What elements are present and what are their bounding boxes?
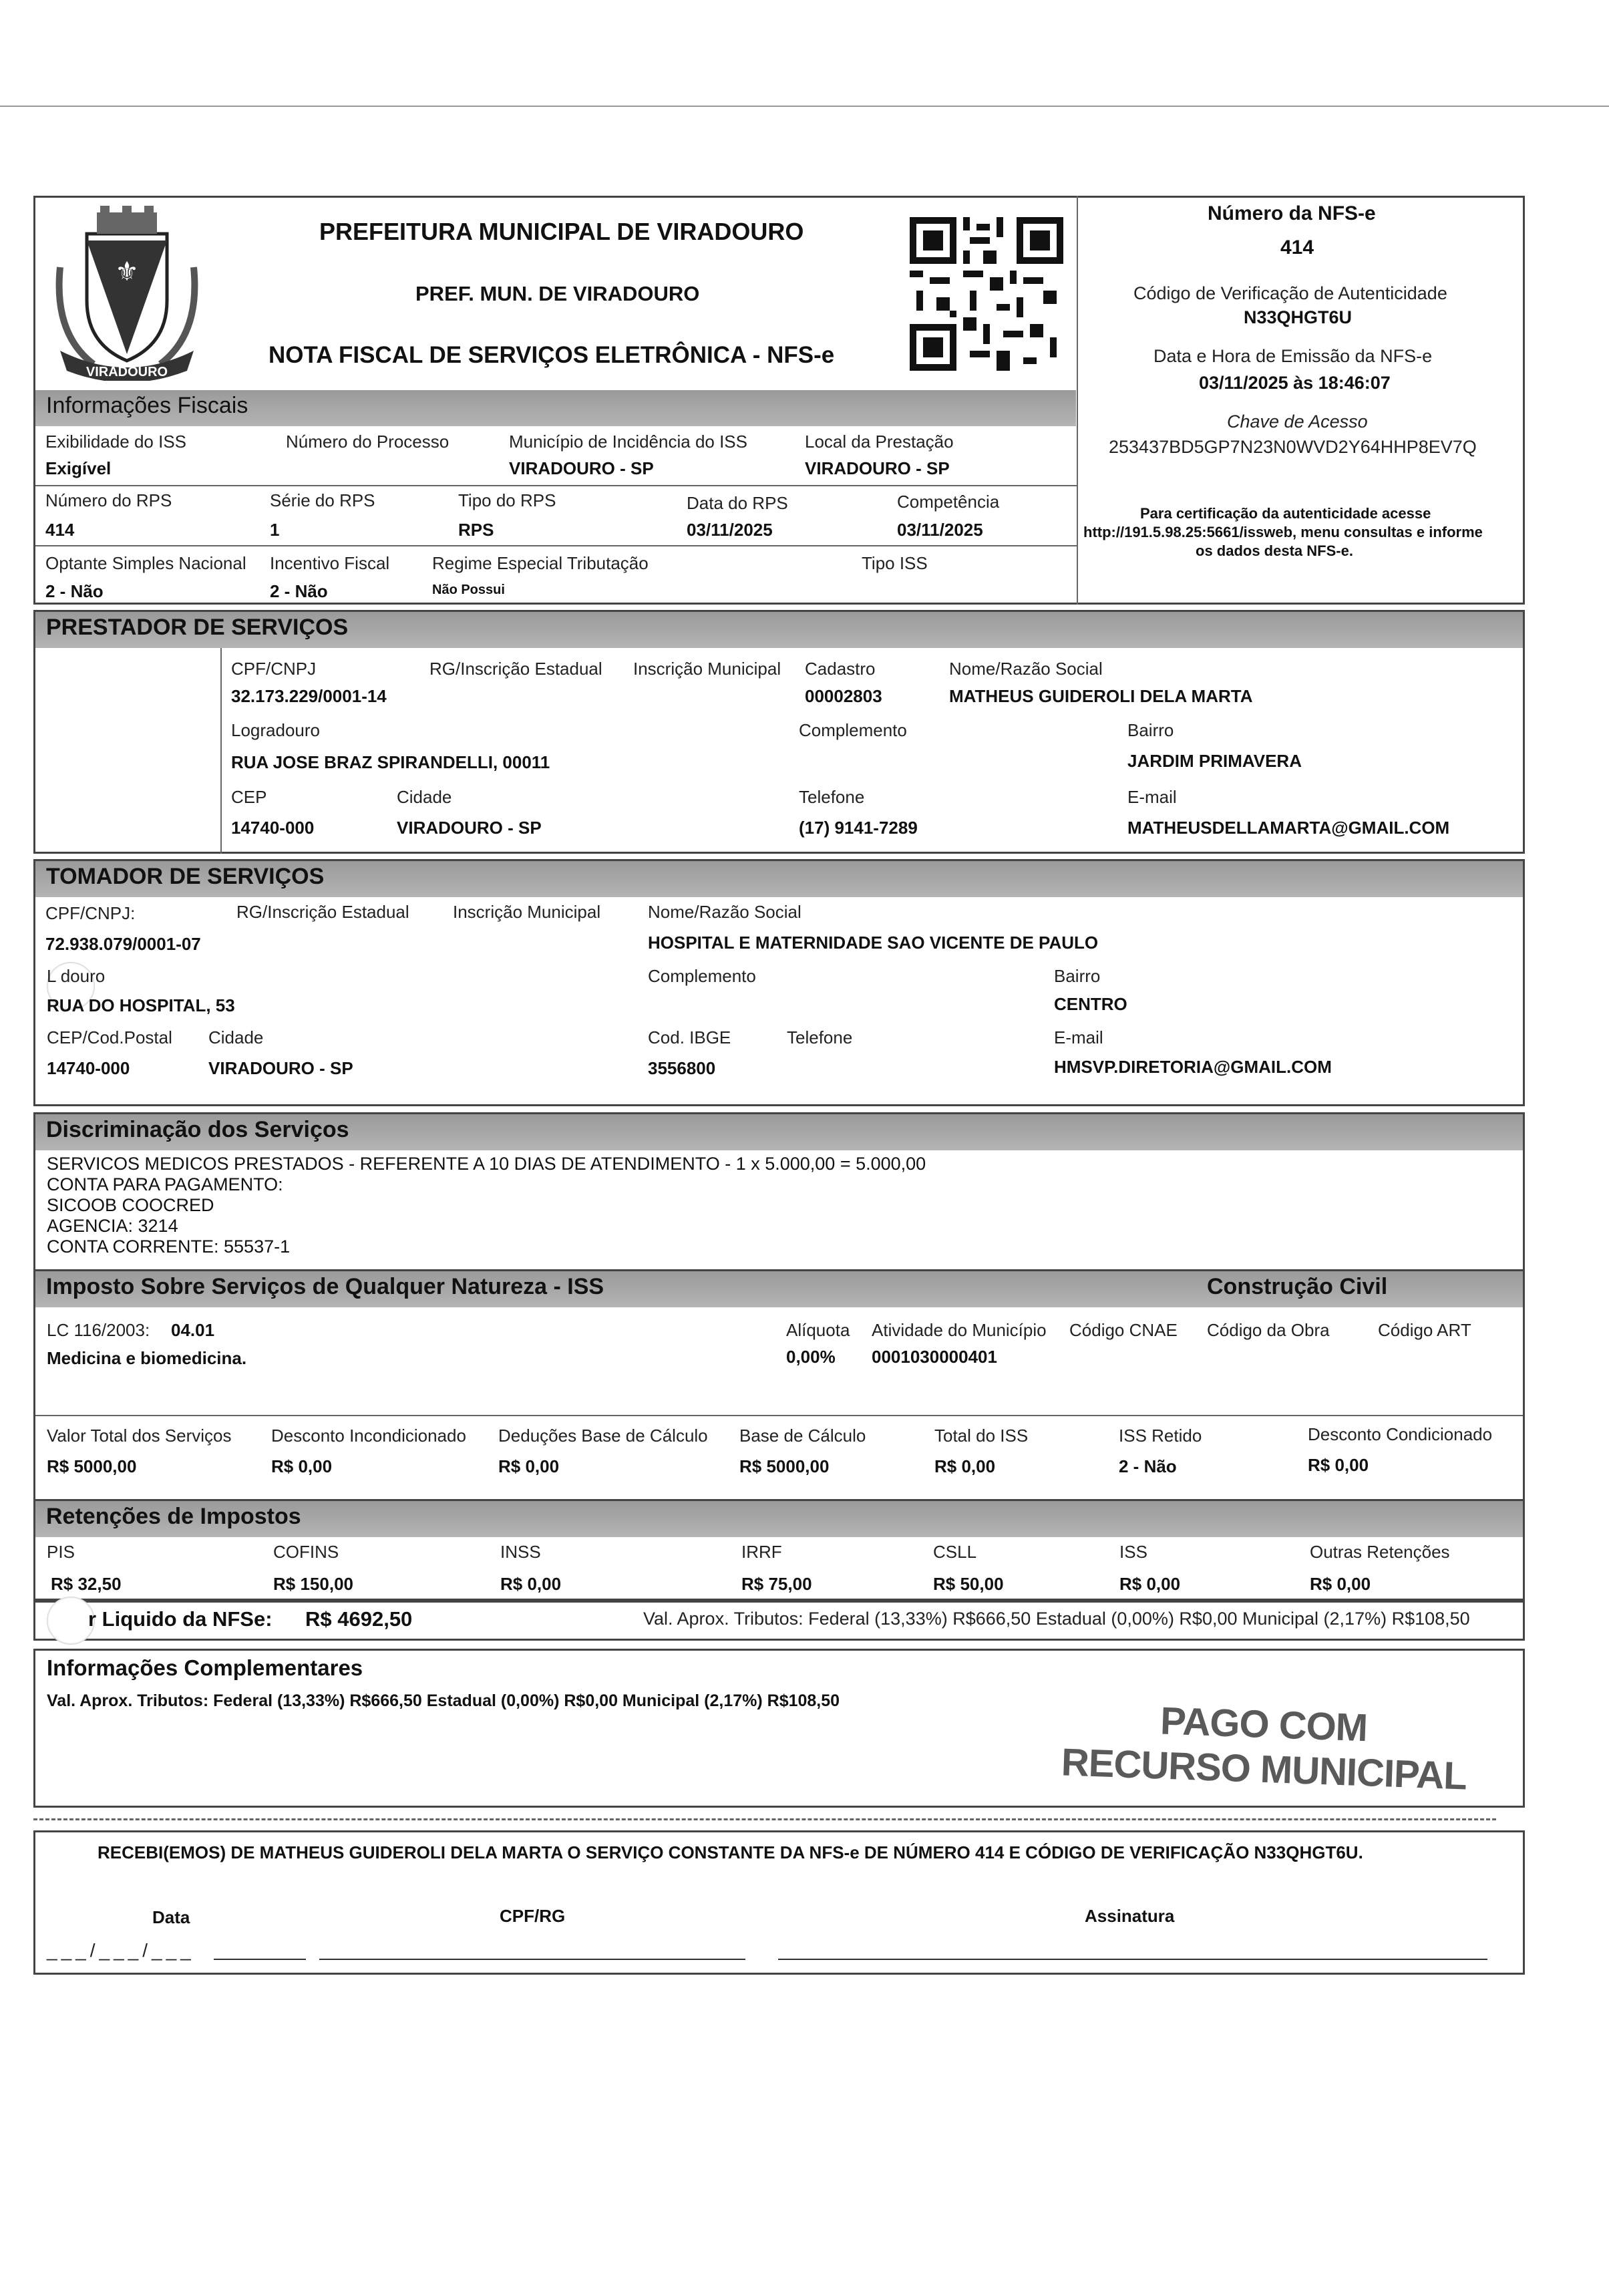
provider-rg-label: RG/Inscrição Estadual — [429, 659, 602, 679]
provider-email: MATHEUSDELLAMARTA@GMAIL.COM — [1127, 818, 1450, 838]
customer-header — [35, 861, 1523, 897]
customer-ibge: 3556800 — [648, 1058, 716, 1078]
provider-district: JARDIM PRIMAVERA — [1127, 751, 1302, 771]
total-label: Total do ISS — [934, 1426, 1029, 1446]
provider-register: 00002803 — [805, 686, 882, 706]
withholding-label: INSS — [500, 1542, 541, 1562]
total-label: ISS Retido — [1119, 1426, 1202, 1446]
provider-city: VIRADOURO - SP — [397, 818, 542, 838]
provider-cep: 14740-000 — [231, 818, 315, 838]
rps-number-label: Número do RPS — [45, 490, 172, 510]
withholding-label: IRRF — [741, 1542, 782, 1562]
customer-municipal-reg-label: Inscrição Municipal — [453, 902, 601, 922]
crest-text: VIRADOURO — [85, 365, 168, 379]
issue-datetime: 03/11/2025 às 18:46:07 — [1199, 373, 1391, 393]
total-value: R$ 0,00 — [498, 1456, 560, 1476]
withholding-value: R$ 50,00 — [933, 1574, 1004, 1594]
provider-street-label: Logradouro — [231, 720, 320, 740]
customer-ibge-label: Cod. IBGE — [648, 1027, 731, 1047]
withholding-label: ISS — [1119, 1542, 1147, 1562]
provider-street: RUA JOSE BRAZ SPIRANDELLI, 00011 — [231, 752, 550, 772]
document-title: NOTA FISCAL DE SERVIÇOS ELETRÔNICA - NFS-e — [269, 342, 835, 368]
tax-rate: 0,00% — [786, 1347, 836, 1367]
iss-exigibility-label: Exibilidade do ISS — [45, 432, 187, 452]
withholding-value: R$ 150,00 — [273, 1574, 353, 1594]
divider — [35, 485, 1077, 486]
rps-series: 1 — [270, 520, 280, 540]
competence: 03/11/2025 — [897, 520, 983, 540]
withholding-value: R$ 0,00 — [1310, 1574, 1371, 1594]
services-description — [47, 1154, 926, 1257]
lc-label: LC 116/2003: — [47, 1320, 150, 1340]
total-label: Deduções Base de Cálculo — [498, 1426, 708, 1446]
customer-name-label: Nome/Razão Social — [648, 902, 801, 922]
customer-email: HMSVP.DIRETORIA@GMAIL.COM — [1054, 1057, 1332, 1077]
provider-city-label: Cidade — [397, 787, 452, 807]
nfse-number-label: Número da NFS-e — [1208, 202, 1376, 224]
withholding-value: R$ 32,50 — [51, 1574, 122, 1594]
total-value: R$ 5000,00 — [739, 1456, 830, 1476]
total-value: R$ 0,00 — [934, 1456, 996, 1476]
rps-date-label: Data do RPS — [687, 493, 788, 513]
special-regime: Não Possui — [432, 583, 505, 597]
total-label: Valor Total dos Serviços — [47, 1426, 232, 1446]
rps-number: 414 — [45, 520, 75, 540]
provider-phone: (17) 9141-7289 — [799, 818, 918, 838]
net-value-label: r Liquido da NFSe: — [88, 1607, 273, 1631]
iss-municipality-label: Município de Incidência do ISS — [509, 432, 747, 452]
service-location-label: Local da Prestação — [805, 432, 954, 452]
signature-line — [778, 1959, 1487, 1960]
provider-cnpj: 32.173.229/0001-14 — [231, 686, 387, 706]
customer-district-label: Bairro — [1054, 966, 1101, 986]
total-label: Base de Cálculo — [739, 1426, 866, 1446]
iss-type-label: Tipo ISS — [862, 553, 928, 573]
services-header — [35, 1114, 1523, 1150]
qr-code — [910, 217, 1063, 371]
certification-url: http://191.5.98.25:5661/issweb, menu consultas e informe — [1083, 524, 1483, 540]
competence-label: Competência — [897, 492, 1000, 512]
issue-datetime-label: Data e Hora de Emissão da NFS-e — [1153, 346, 1433, 366]
customer-name: HOSPITAL E MATERNIDADE SAO VICENTE DE PAULO — [648, 933, 1099, 953]
withholding-label: Outras Retenções — [1310, 1542, 1450, 1562]
nfse-number: 414 — [1280, 236, 1314, 259]
special-regime-label: Regime Especial Tributação — [432, 553, 649, 573]
withholding-value: R$ 0,00 — [500, 1574, 562, 1594]
services-title: Discriminação dos Serviços — [46, 1117, 349, 1142]
stamp-line-2: RECURSO MUNICIPAL — [1060, 1740, 1467, 1798]
cut-line — [33, 1818, 1496, 1820]
lc-code: 04.01 — [171, 1320, 215, 1340]
receipt-signature-label: Assinatura — [1085, 1906, 1175, 1926]
tax-incentive: 2 - Não — [270, 581, 328, 601]
lc-description: Medicina e biomedicina. — [47, 1348, 247, 1368]
rps-date: 03/11/2025 — [687, 520, 773, 540]
municipal-crest — [47, 200, 207, 381]
header-divider — [1077, 196, 1078, 605]
fiscal-info-header — [35, 390, 1076, 426]
services-line: AGENCIA: 3214 — [47, 1216, 178, 1236]
withholding-label: COFINS — [273, 1542, 339, 1562]
withholding-label: PIS — [47, 1542, 75, 1562]
provider-header — [35, 612, 1523, 648]
verification-code-label: Código de Verificação de Autenticidade — [1133, 283, 1447, 303]
provider-cep-label: CEP — [231, 787, 267, 807]
customer-street: RUA DO HOSPITAL, 53 — [47, 995, 235, 1015]
complementary-text: Val. Aprox. Tributos: Federal (13,33%) R$666,50 Estadual (0,00%) R$0,00 Municipal (2,17%) R$108,50 — [47, 1691, 840, 1710]
access-key-label: Chave de Acesso — [1227, 412, 1368, 432]
iss-header — [35, 1271, 1523, 1307]
total-value: R$ 0,00 — [271, 1456, 333, 1476]
net-value: R$ 4692,50 — [305, 1607, 413, 1631]
total-value: R$ 5000,00 — [47, 1456, 137, 1476]
provider-name-label: Nome/Razão Social — [949, 659, 1103, 679]
iss-title: Imposto Sobre Serviços de Qualquer Natureza - ISS — [46, 1274, 604, 1299]
receipt-date-slots: ___/___/___ — [47, 1940, 195, 1961]
simples: 2 - Não — [45, 581, 104, 601]
tax-incentive-label: Incentivo Fiscal — [270, 553, 390, 573]
withholding-value: R$ 0,00 — [1119, 1574, 1181, 1594]
fiscal-info-title: Informações Fiscais — [46, 393, 248, 418]
customer-email-label: E-mail — [1054, 1027, 1103, 1047]
stamp-line-1: PAGO COM — [1159, 1699, 1369, 1750]
certification-line-3: os dados desta NFS-e. — [1196, 542, 1353, 559]
total-value: 2 - Não — [1119, 1456, 1177, 1476]
customer-cep-label: CEP/Cod.Postal — [47, 1027, 172, 1047]
customer-cnpj: 72.938.079/0001-07 — [45, 934, 201, 954]
receipt-date-label: Data — [152, 1907, 190, 1927]
cnae-label: Código CNAE — [1069, 1320, 1178, 1340]
withholding-value: R$ 75,00 — [741, 1574, 812, 1594]
provider-register-label: Cadastro — [805, 659, 876, 679]
svg-text:⚜: ⚜ — [115, 257, 139, 287]
provider-district-label: Bairro — [1127, 720, 1174, 740]
receipt-text: RECEBI(EMOS) DE MATHEUS GUIDEROLI DELA MARTA O SERVIÇO CONSTANTE DA NFS-e DE NÚMERO 414 E CÓDIGO DE VERIFICAÇÃO N33QHGT6U. — [98, 1842, 1363, 1862]
simples-label: Optante Simples Nacional — [45, 553, 246, 573]
tax-approx: Val. Aprox. Tributos: Federal (13,33%) R$666,50 Estadual (0,00%) R$0,00 Municipal (2,17%) R$108,50 — [643, 1609, 1470, 1629]
customer-rg-label: RG/Inscrição Estadual — [236, 902, 409, 922]
customer-title: TOMADOR DE SERVIÇOS — [46, 864, 325, 889]
receipt-cpf-label: CPF/RG — [500, 1906, 566, 1926]
verification-code: N33QHGT6U — [1244, 307, 1353, 327]
provider-phone-label: Telefone — [799, 787, 865, 807]
services-line: SERVICOS MEDICOS PRESTADOS - REFERENTE A 10 DIAS DE ATENDIMENTO - 1 x 5.000,00 = 5.000,00 — [47, 1154, 926, 1174]
construction-title: Construção Civil — [1207, 1274, 1388, 1299]
city-title: PREFEITURA MUNICIPAL DE VIRADOURO — [319, 218, 804, 245]
total-value: R$ 0,00 — [1308, 1455, 1369, 1475]
services-line: CONTA PARA PAGAMENTO: — [47, 1174, 283, 1194]
process-number-label: Número do Processo — [286, 432, 450, 452]
access-key: 253437BD5GP7N23N0WVD2Y64HHP8EV7Q — [1109, 437, 1477, 457]
rps-series-label: Série do RPS — [270, 490, 375, 510]
total-label: Desconto Incondicionado — [271, 1426, 466, 1446]
tax-rate-label: Alíquota — [786, 1320, 850, 1340]
customer-phone-label: Telefone — [787, 1027, 853, 1047]
iss-exigibility: Exigível — [45, 458, 112, 478]
provider-municipal-reg-label: Inscrição Municipal — [633, 659, 781, 679]
provider-title: PRESTADOR DE SERVIÇOS — [46, 615, 349, 640]
provider-cnpj-label: CPF/CNPJ — [231, 659, 317, 679]
services-line: CONTA CORRENTE: 55537-1 — [47, 1237, 291, 1257]
paid-stamp — [1061, 1695, 1469, 1798]
municipal-activity: 0001030000401 — [872, 1347, 997, 1367]
customer-street-label: L douro — [47, 966, 106, 986]
service-location: VIRADOURO - SP — [805, 458, 950, 478]
customer-district: CENTRO — [1054, 994, 1127, 1014]
customer-complement-label: Complemento — [648, 966, 756, 986]
total-label: Desconto Condicionado — [1308, 1424, 1493, 1444]
provider-logo-divider — [220, 648, 222, 854]
certification-line-1: Para certificação da autenticidade acesse — [1140, 505, 1431, 522]
withholding-label: CSLL — [933, 1542, 977, 1562]
withholding-header — [35, 1501, 1523, 1537]
municipal-activity-label: Atividade do Município — [872, 1320, 1047, 1340]
provider-complement-label: Complemento — [799, 720, 907, 740]
divider — [35, 545, 1077, 546]
rps-type-label: Tipo do RPS — [458, 490, 556, 510]
customer-cep: 14740-000 — [47, 1058, 130, 1078]
withholding-title: Retenções de Impostos — [46, 1504, 301, 1529]
services-line: SICOOB COOCRED — [47, 1195, 214, 1215]
provider-email-label: E-mail — [1127, 787, 1177, 807]
art-code-label: Código ART — [1378, 1320, 1471, 1340]
customer-cnpj-label: CPF/CNPJ: — [45, 903, 136, 923]
short-city: PREF. MUN. DE VIRADOURO — [415, 282, 700, 305]
divider — [35, 1415, 1523, 1416]
page-fold-line — [0, 106, 1609, 107]
customer-city: VIRADOURO - SP — [208, 1058, 353, 1078]
provider-name: MATHEUS GUIDEROLI DELA MARTA — [949, 686, 1253, 706]
complementary-title: Informações Complementares — [47, 1655, 363, 1680]
rps-type: RPS — [458, 520, 494, 540]
date-signature-line — [214, 1959, 306, 1960]
cpf-signature-line — [319, 1959, 745, 1960]
customer-city-label: Cidade — [208, 1027, 264, 1047]
iss-municipality: VIRADOURO - SP — [509, 458, 654, 478]
construction-code-label: Código da Obra — [1207, 1320, 1330, 1340]
